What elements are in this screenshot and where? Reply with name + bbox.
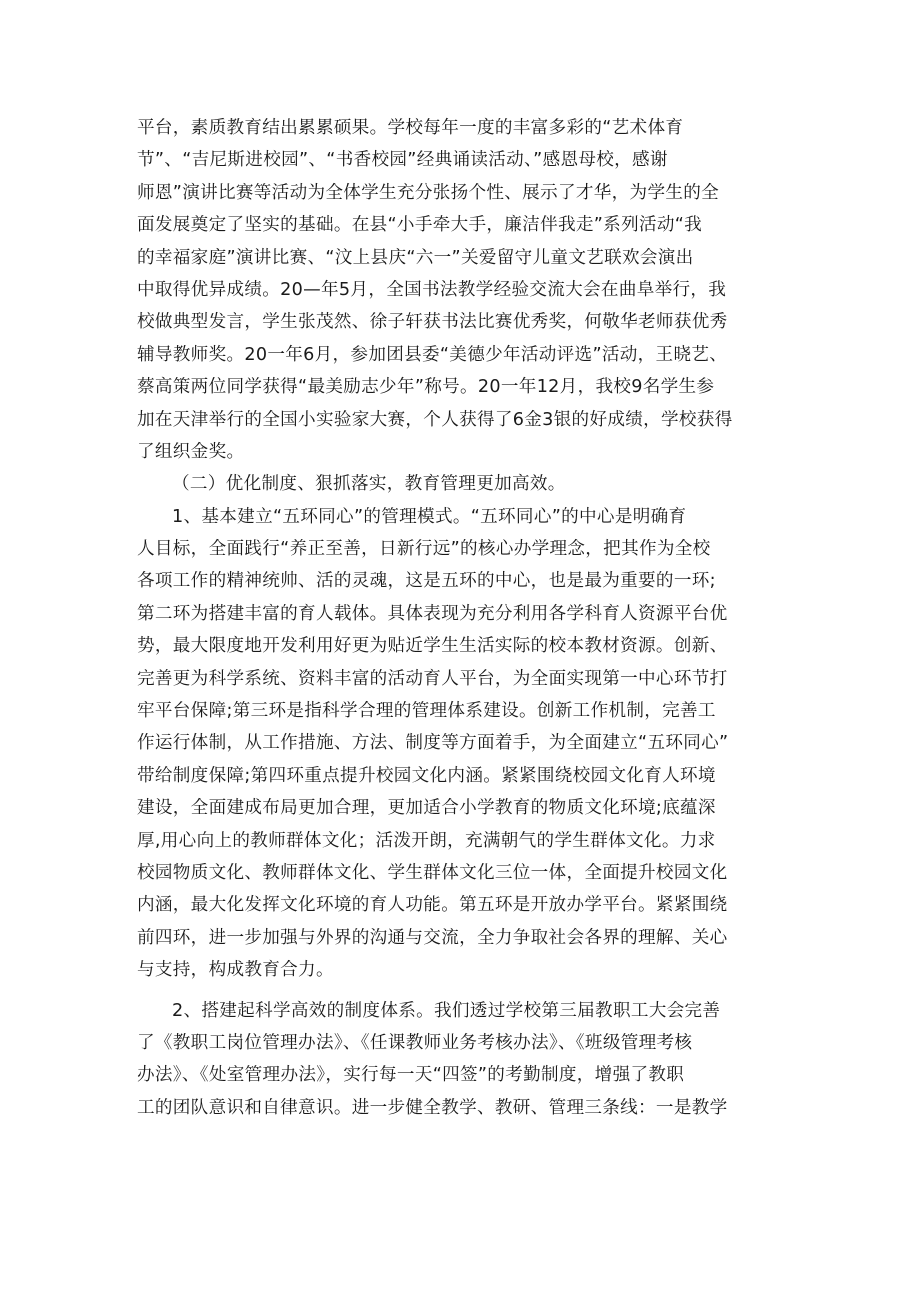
- text-line: 各项工作的精神统帅、活的灵魂，这是五环的中心，也是最为重要的一环;: [137, 571, 716, 592]
- text-line: 了《教职工岗位管理办法》、《任课教师业务考核办法》、《班级管理考核: [137, 1032, 693, 1053]
- section-heading: （二）优化制度、狠抓落实，教育管理更加高效。: [172, 474, 566, 495]
- text-line: 牢平台保障;第三环是指科学合理的管理体系建设。创新工作机制，完善工: [137, 701, 716, 722]
- text-line: 与支持，构成教育合力。: [137, 960, 334, 981]
- text-line: 建设，全面建成布局更加合理，更加适合小学教育的物质文化环境;底蕴深: [137, 798, 716, 819]
- text-line: 节”、“吉尼斯进校园”、“书香校园”经典诵读活动、”感恩母校，感谢: [137, 150, 668, 171]
- text-line: 厚,用心向上的教师群体文化；活泼开朗，充满朝气的学生群体文化。力求: [137, 830, 716, 851]
- text-line: 作运行体制，从工作措施、方法、制度等方面着手，为全面建立“五环同心”: [137, 733, 729, 754]
- text-line: 办法》、《处室管理办法》，实行每一天“四签”的考勤制度，增强了教职: [137, 1065, 685, 1086]
- text-line: 蔡高策两位同学获得“最美励志少年”称号。20一年12月，我校9名学生参: [137, 377, 715, 398]
- text-line: 前四环，进一步加强与外界的沟通与交流，全力争取社会各界的理解、关心: [137, 927, 728, 948]
- text-line: 面发展奠定了坚实的基础。在县“小手牵大手，廉洁伴我走”系列活动“我: [137, 215, 703, 236]
- text-line: 带给制度保障;第四环重点提升校园文化内涵。紧紧围绕校园文化育人环境: [137, 765, 716, 786]
- text-line: 人目标，全面践行“养正至善，日新行远”的核心办学理念，把其作为全校: [137, 539, 711, 560]
- paragraph-1: [137, 501, 797, 987]
- text-line: 第二环为搭建丰富的育人载体。具体表现为充分利用各学科育人资源平台优: [137, 603, 728, 624]
- text-line: 加在天津举行的全国小实验家大赛，个人获得了6金3银的好成绩，学校获得: [137, 409, 733, 430]
- text-line: 辅导教师奖。20一年6月，参加团县委“美德少年活动评选”活动，王晓艺、: [137, 344, 728, 365]
- text-line: 了组织金奖。: [137, 441, 245, 462]
- paragraph-2: [137, 995, 797, 1125]
- text-line: 2、搭建起科学高效的制度体系。我们透过学校第三届教职工大会完善: [172, 1000, 721, 1021]
- text-line: 平台，素质教育结出累累硕果。学校每年一度的丰富多彩的“艺术体育: [137, 118, 684, 138]
- paragraph-gap: [137, 987, 797, 995]
- text-line: 1、基本建立“五环同心”的管理模式。“五环同心”的中心是明确育: [172, 506, 687, 527]
- text-line: 校做典型发言，学生张茂然、徐子轩获书法比赛优秀奖，何敬华老师获优秀: [137, 312, 728, 333]
- paragraph-intro: [137, 112, 797, 468]
- text-line: 完善更为科学系统、资料丰富的活动育人平台，为全面实现第一中心环节打: [137, 668, 728, 689]
- text-line: 内涵，最大化发挥文化环境的育人功能。第五环是开放办学平台。紧紧围绕: [137, 895, 728, 916]
- text-line: 中取得优异成绩。20—年5月，全国书法教学经验交流大会在曲阜举行，我: [137, 279, 727, 300]
- text-line: 师恩”演讲比赛等活动为全体学生充分张扬个性、展示了才华，为学生的全: [137, 182, 720, 203]
- text-line: 工的团队意识和自律意识。进一步健全教学、教研、管理三条线：一是教学: [137, 1097, 728, 1118]
- text-line: 的幸福家庭”演讲比赛、“汶上县庆“六一”关爱留守儿童文艺联欢会演出: [137, 247, 694, 268]
- text-line: 势，最大限度地开发利用好更为贴近学生生活实际的校本教材资源。创新、: [137, 636, 728, 657]
- text-line: 校园物质文化、教师群体文化、学生群体文化三位一体，全面提升校园文化: [137, 862, 728, 883]
- document-body: [137, 112, 797, 1124]
